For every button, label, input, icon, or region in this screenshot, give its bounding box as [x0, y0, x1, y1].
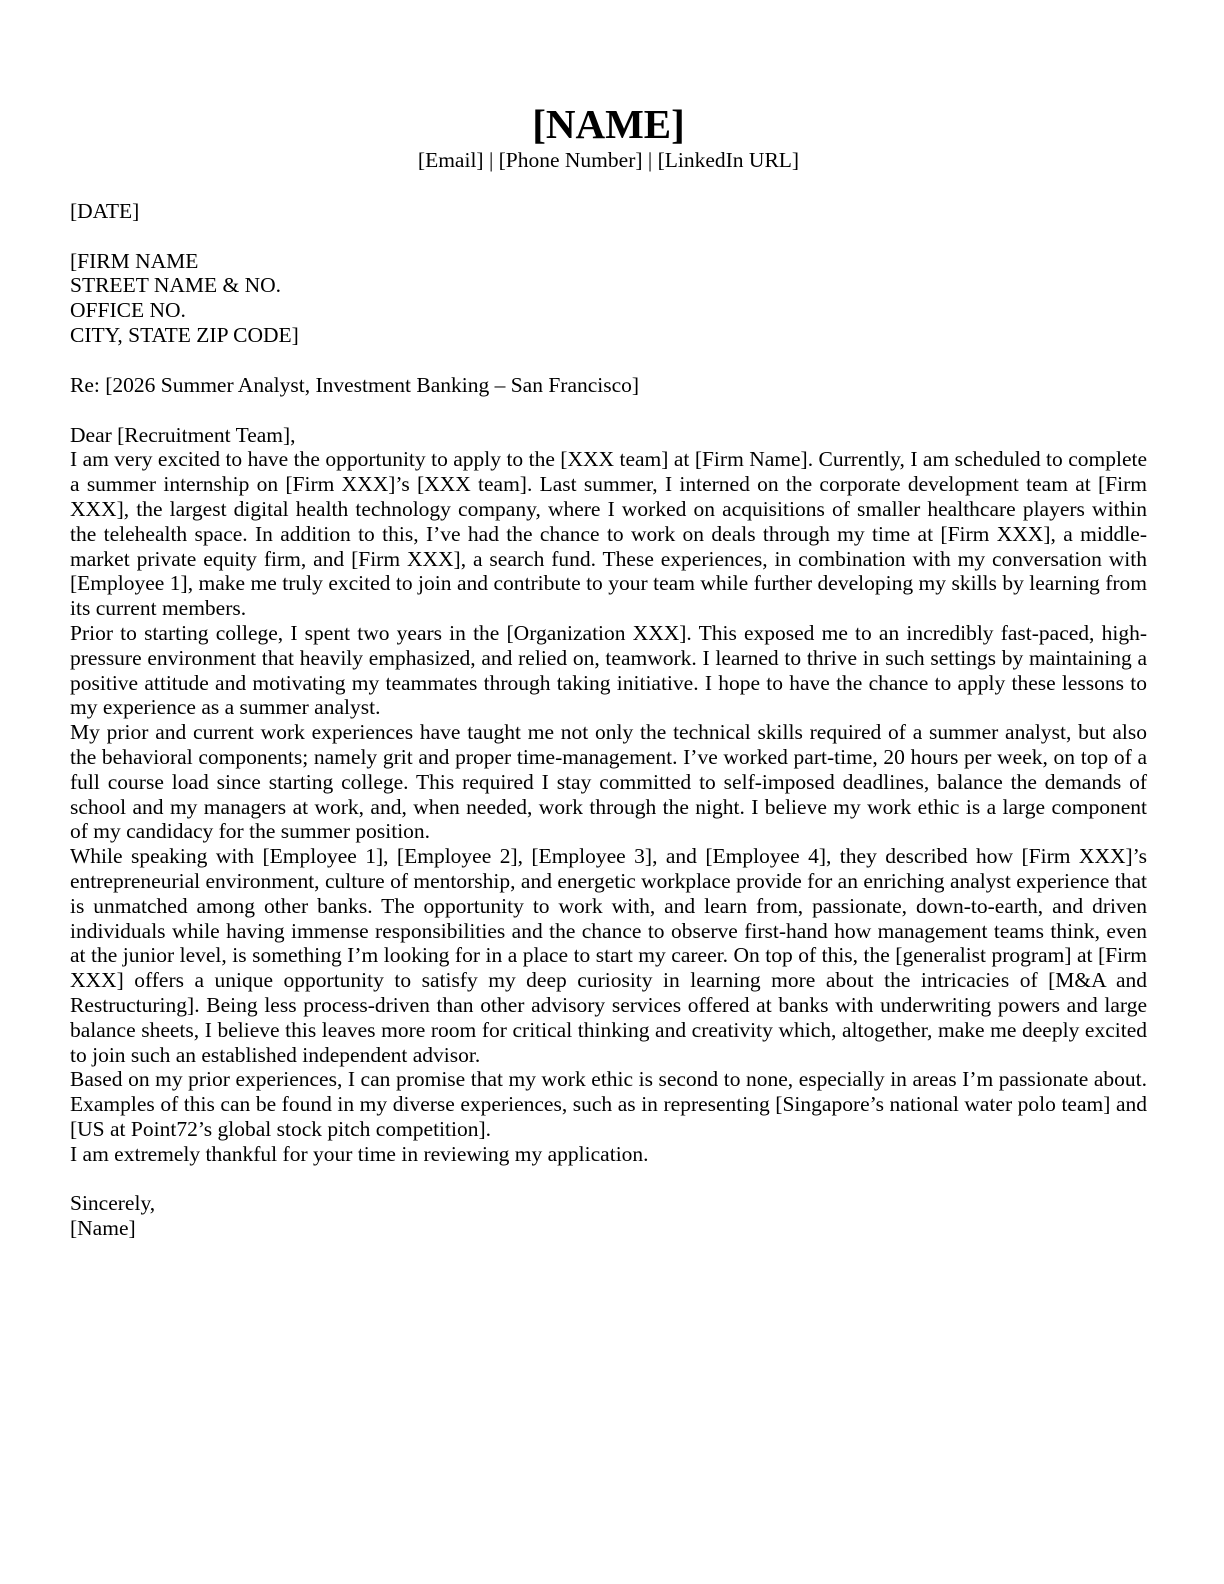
body-paragraph-3: My prior and current work experiences have taught me not only the technical skills required of a summer analyst, but also the behavioral components; namely grit and proper time-management. I’ve worked part-time, 20 hours per week, on top of a full course load since starting college. This required I stay committed to self-imposed deadlines, balance the demands of school and my managers at work, and, when needed, work through the night. I believe my work ethic is a large component of my candidacy for the summer position.	[70, 720, 1147, 844]
body-paragraph-4: While speaking with [Employee 1], [Employee 2], [Employee 3], and [Employee 4], they described how [Firm XXX]’s entrepreneurial environment, culture of mentorship, and energetic workplace provide for an enriching analyst experience that is unmatched among other banks. The opportunity to work with, and learn from, passionate, down-to-earth, and driven individuals while having immense responsibilities and the chance to observe first-hand how management teams think, even at the junior level, is something I’m looking for in a place to start my career. On top of this, the [generalist program] at [Firm XXX] offers a unique opportunity to satisfy my deep curiosity in learning more about the intricacies of [M&A and Restructuring]. Being less process-driven than other advisory services offered at banks with underwriting powers and large balance sheets, I believe this leaves more room for critical thinking and creativity which, altogether, make me deeply excited to join such an established independent advisor.	[70, 844, 1147, 1067]
contact-line: [Email] | [Phone Number] | [LinkedIn URL]	[417, 148, 800, 172]
cover-letter-page	[70, 100, 1147, 1241]
signoff: Sincerely,	[70, 1191, 156, 1216]
letter-date: [DATE]	[70, 198, 140, 223]
letter-header	[70, 100, 1147, 173]
subject-line: Re: [2026 Summer Analyst, Investment Banking – San Francisco]	[70, 372, 640, 397]
recipient-address	[70, 249, 1147, 348]
address-office: OFFICE NO.	[70, 298, 186, 323]
signature-name: [Name]	[70, 1216, 136, 1241]
body-paragraph-5: Based on my prior experiences, I can promise that my work ethic is second to none, especially in areas I’m passionate about. Examples of this can be found in my diverse experiences, such as in representing [Singapore’s national water polo team] and [US at Point72’s global stock pitch competition].	[70, 1067, 1147, 1141]
address-firm-name: [FIRM NAME	[70, 248, 199, 273]
address-city: CITY, STATE ZIP CODE]	[70, 322, 299, 347]
address-street: STREET NAME & NO.	[70, 273, 282, 298]
salutation: Dear [Recruitment Team],	[70, 422, 296, 447]
closing	[70, 1191, 1147, 1241]
body-paragraph-1: I am very excited to have the opportunity to apply to the [XXX team] at [Firm Name]. Currently, I am scheduled to complete a summer internship on [Firm XXX]’s [XXX team]. Last summer, I interned on the corporate development team at [Firm XXX], the largest digital health technology company, where I worked on acquisitions of smaller healthcare players within the telehealth space. In addition to this, I’ve had the chance to work on deals through my time at [Firm XXX], a middle-market private equity firm, and [Firm XXX], a search fund. These experiences, in combination with my conversation with [Employee 1], make me truly excited to join and contribute to your team while further developing my skills by learning from its current members.	[70, 447, 1147, 621]
body-paragraph-2: Prior to starting college, I spent two years in the [Organization XXX]. This exposed me to an incredibly fast-paced, high-pressure environment that heavily emphasized, and relied on, teamwork. I learned to thrive in such settings by maintaining a positive attitude and motivating my teammates through taking initiative. I hope to have the chance to apply these lessons to my experience as a summer analyst.	[70, 620, 1147, 720]
applicant-name: [NAME]	[532, 101, 685, 147]
body-paragraph-6: I am extremely thankful for your time in reviewing my application.	[70, 1141, 649, 1166]
